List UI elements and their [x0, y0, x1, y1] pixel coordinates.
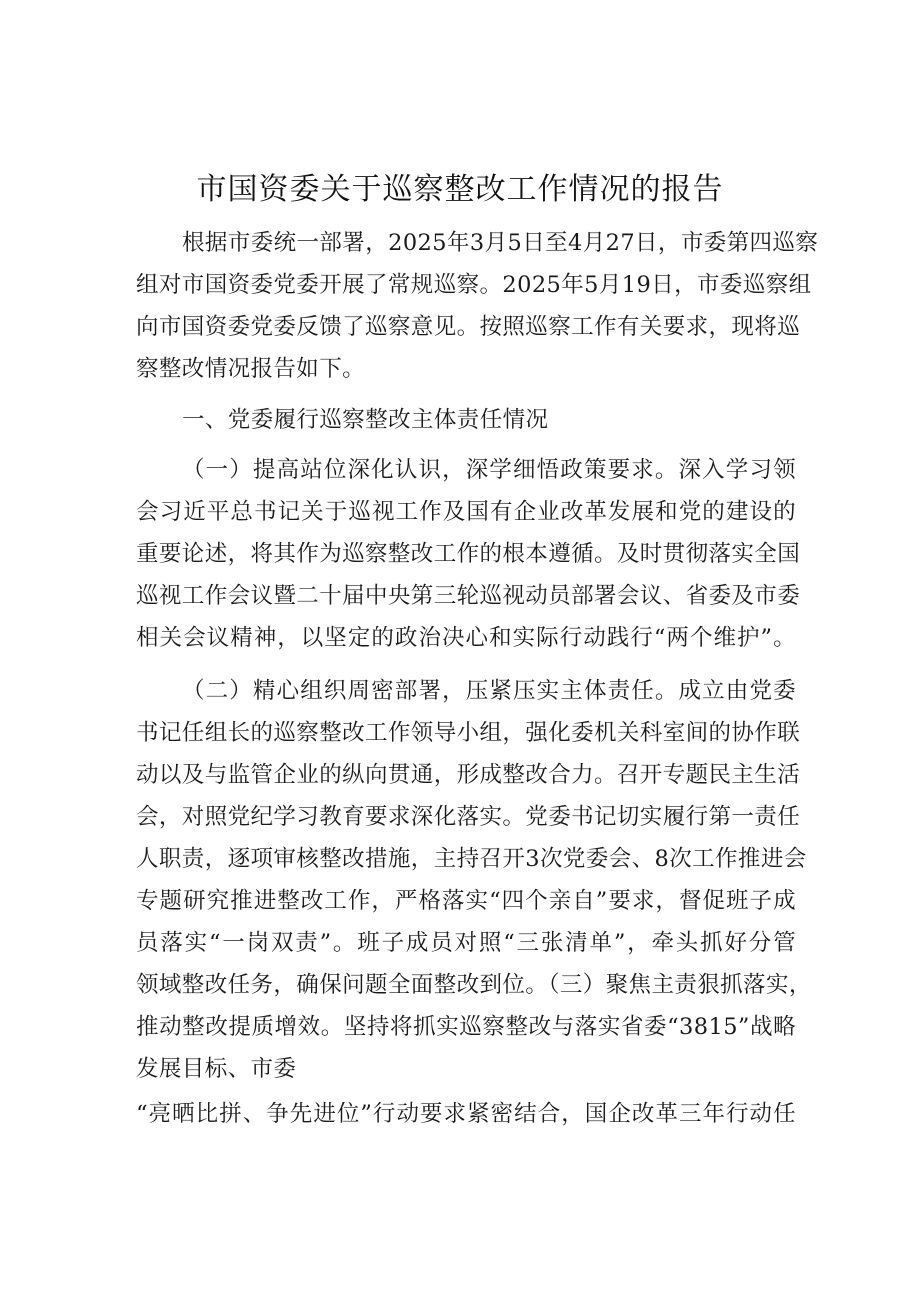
paragraph-line: 发展目标、市委	[136, 1056, 297, 1082]
paragraph-line: “亮晒比拼、争先进位”行动要求紧密结合，国企改革三年行动任	[136, 1101, 796, 1127]
paragraph-line: 会，对照党纪学习教育要求深化落实。党委书记切实履行第一责任	[136, 804, 801, 830]
paragraph-line: 人职责，逐项审核整改措施，主持召开3次党委会、8次工作推进会	[136, 846, 807, 872]
paragraph-line: 向市国资委党委反馈了巡察意见。按照巡察工作有关要求，现将巡	[136, 314, 801, 340]
paragraph-line: （一）提高站位深化认识，深学细悟政策要求。深入学习领	[182, 457, 796, 483]
section-heading: 一、党委履行巡察整改主体责任情况	[182, 407, 549, 433]
paragraph-line: 书记任组长的巡察整改工作领导小组，强化委机关科室间的协作联	[136, 720, 801, 746]
paragraph-line: 组对市国资委党委开展了常规巡察。2025年5月19日，市委巡察组	[136, 272, 812, 298]
paragraph-line: 推动整改提质增效。坚持将抓实巡察整改与落实省委“3815”战略	[136, 1014, 796, 1040]
paragraph-line: （二）精心组织周密部署，压紧压实主体责任。成立由党委	[182, 678, 796, 704]
document-title: 市国资委关于巡察整改工作情况的报告	[196, 172, 724, 207]
paragraph-line: 重要论述，将其作为巡察整改工作的根本遵循。及时贯彻落实全国	[136, 541, 801, 567]
paragraph-line: 巡视工作会议暨二十届中央第三轮巡视动员部署会议、省委及市委	[136, 583, 801, 609]
paragraph-line: 动以及与监管企业的纵向贯通，形成整改合力。召开专题民主生活	[136, 762, 801, 788]
paragraph-line: 会习近平总书记关于巡视工作及国有企业改革发展和党的建设的	[136, 499, 796, 525]
paragraph-line: 员落实“一岗双责”。班子成员对照“三张清单”，牵头抓好分管	[136, 930, 796, 956]
paragraph-line: 察整改情况报告如下。	[136, 356, 366, 382]
paragraph-line: 相关会议精神，以坚定的政治决心和实际行动践行“两个维护”。	[136, 625, 796, 651]
paragraph-line: 根据市委统一部署，2025年3月5日至4月27日，市委第四巡察	[182, 230, 819, 256]
paragraph-line: 专题研究推进整改工作，严格落实“四个亲自”要求，督促班子成	[136, 888, 796, 914]
paragraph-line: 领域整改任务，确保问题全面整改到位。（三）聚焦主责狠抓落实，	[136, 972, 812, 998]
